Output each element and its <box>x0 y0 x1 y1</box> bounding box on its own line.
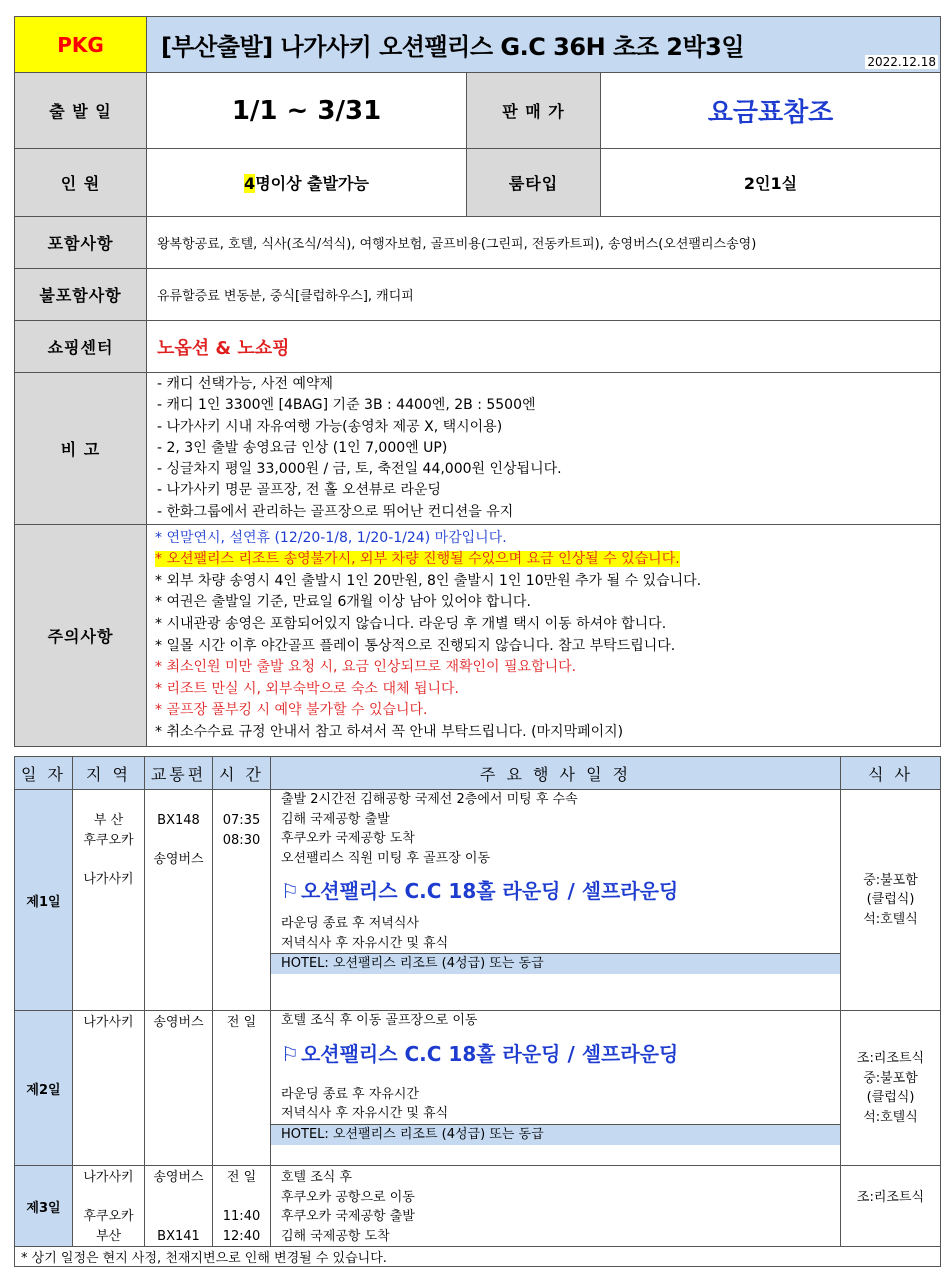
depart-date-label: 출 발 일 <box>15 73 147 149</box>
day2-schedule <box>271 1011 841 1166</box>
col-header-meals: 식 사 <box>841 757 941 790</box>
schedule-line: 저녁식사 후 자유시간 및 휴식 <box>281 935 449 951</box>
schedule-line: 출발 2시간전 김해공항 국제선 2층에서 미팅 후 수속 <box>281 792 578 807</box>
price-value: 요금표참조 <box>601 73 941 149</box>
people-label: 인 원 <box>15 149 147 217</box>
remark-item: - 한화그룹에서 관리하는 골프장으로 뛰어난 컨디션을 유지 <box>157 503 514 520</box>
caution-item: * 골프장 풀부킹 시 예약 불가할 수 있습니다. <box>155 702 428 719</box>
region-text: 부산 <box>95 1228 122 1244</box>
day2-time: 전 일 <box>213 1011 271 1166</box>
col-header-transport: 교통편 <box>145 757 213 790</box>
day1-schedule <box>271 790 841 1011</box>
day2-meals <box>841 1011 941 1166</box>
day3-regions <box>73 1166 145 1247</box>
remark-item: - 나가사키 명문 골프장, 전 홀 오션뷰로 라운딩 <box>157 482 442 499</box>
region-text <box>73 1188 144 1208</box>
remark-item: - 싱글차지 평일 33,000원 / 금, 토, 축전일 44,000원 인상됩니다. <box>157 461 562 478</box>
package-info-table <box>14 16 941 747</box>
time-text: 11:40 <box>222 1209 261 1224</box>
golf-round-line <box>271 1031 840 1077</box>
schedule-line: 후쿠오카 공항으로 이동 <box>281 1189 415 1205</box>
meal-text: 중:불포함 <box>863 872 918 888</box>
region-text: 후쿠오카 <box>83 1209 134 1224</box>
day1-meals <box>841 790 941 1011</box>
shopping-label: 쇼핑센터 <box>15 321 147 373</box>
schedule-line: 후쿠오카 국제공항 도착 <box>281 831 415 846</box>
caution-label: 주의사항 <box>15 525 147 747</box>
time-text: 07:35 <box>222 813 261 828</box>
schedule-line: 오션팰리스 직원 미팅 후 골프장 이동 <box>281 850 491 866</box>
day2-row <box>15 1011 941 1166</box>
day3-schedule <box>271 1166 841 1247</box>
caution-list <box>147 525 941 747</box>
room-type-value: 2인1실 <box>601 149 941 217</box>
transport-text: BX141 <box>157 1228 200 1244</box>
include-value: 왕복항공료, 호텔, 식사(조식/석식), 여행자보험, 골프비용(그린피, 전동카트피), 송영버스(오션팰리스송영) <box>147 217 941 269</box>
time-text: 12:40 <box>222 1228 261 1244</box>
region-text: 부 산 <box>93 813 124 828</box>
exclude-label: 불포함사항 <box>15 269 147 321</box>
schedule-line: 라운딩 종료 후 저녁식사 <box>281 916 419 931</box>
day3-meals <box>841 1166 941 1247</box>
day1-regions <box>73 790 145 1011</box>
caution-item: * 시내관광 송영은 포함되어있지 않습니다. 라운딩 후 개별 택시 이동 하셔야 합니다. <box>155 615 667 632</box>
region-text: 후쿠오카 <box>83 832 134 848</box>
remarks-label: 비 고 <box>15 373 147 525</box>
caution-item: * 일몰 시간 이후 야간골프 플레이 통상적으로 진행되지 않습니다. 참고 부탁드립니다. <box>155 637 676 654</box>
meal-text: 석:호텔식 <box>863 911 918 927</box>
caution-item: * 연말연시, 설연휴 (12/20-1/8, 1/20-1/24) 마감입니다. <box>155 529 507 546</box>
meal-text: 중:불포함 <box>863 1070 918 1086</box>
day1-row <box>15 790 941 1011</box>
day1-times <box>213 790 271 1011</box>
time-text <box>213 1188 270 1208</box>
hotel-line: HOTEL: 오션팰리스 리조트 (4성급) 또는 동급 <box>271 1124 840 1145</box>
golf-round-text: 오션팰리스 C.C 18홀 라운딩 / 셀프라운딩 <box>300 1041 679 1066</box>
transport-text <box>145 1207 212 1227</box>
day2-label: 제2일 <box>15 1011 73 1166</box>
package-title: [부산출발] 나가사키 오션팰리스 G.C 36H 초조 2박3일 <box>161 33 745 61</box>
transport-text <box>145 831 212 851</box>
remarks-list <box>147 373 941 525</box>
transport-text: 송영버스 <box>153 852 204 867</box>
schedule-footnote: * 상기 일정은 현지 사정, 천재지변으로 인해 변경될 수 있습니다. <box>15 1247 941 1267</box>
include-label: 포함사항 <box>15 217 147 269</box>
meal-text: (클럽식) <box>866 892 915 908</box>
schedule-line: 라운딩 종료 후 자유시간 <box>281 1086 419 1102</box>
caution-item: * 취소수수료 규정 안내서 참고 하셔서 꼭 안내 부탁드립니다. (마지막페이지) <box>155 723 624 740</box>
exclude-value: 유류할증료 변동분, 중식[클럽하우스], 캐디피 <box>147 269 941 321</box>
region-text: 나가사키 <box>83 1170 134 1185</box>
depart-date-value: 1/1 ~ 3/31 <box>147 73 467 149</box>
document-date: 2022.12.18 <box>867 55 937 69</box>
day3-times <box>213 1166 271 1247</box>
people-text: 명이상 출발가능 <box>255 174 369 193</box>
people-value <box>147 149 467 217</box>
day2-region: 나가사키 <box>73 1011 145 1166</box>
pkg-badge: PKG <box>15 17 147 73</box>
remark-item: - 2, 3인 출발 송영요금 인상 (1인 7,000엔 UP) <box>157 439 448 456</box>
shopping-value: 노옵션 & 노쇼핑 <box>147 321 941 373</box>
remark-item: - 나가사키 시내 자유여행 가능(송영차 제공 X, 택시이용) <box>157 418 503 435</box>
schedule-line: 저녁식사 후 자유시간 및 휴식 <box>281 1106 449 1121</box>
golf-round-text: 오션팰리스 C.C 18홀 라운딩 / 셀프라운딩 <box>300 879 679 903</box>
caution-item-highlight: * 오션팰리스 리조트 송영불가시, 외부 차량 진행될 수있으며 요금 인상될 수 있습니다. <box>155 551 680 568</box>
day3-label: 제3일 <box>15 1166 73 1247</box>
day1-transport <box>145 790 213 1011</box>
transport-text <box>145 1188 212 1208</box>
caution-item: * 여권은 출발일 기준, 만료일 6개월 이상 남아 있어야 합니다. <box>155 594 531 611</box>
title-cell <box>147 17 941 73</box>
day1-label: 제1일 <box>15 790 73 1011</box>
remark-item: - 캐디 1인 3300엔 [4BAG] 기준 3B : 4400엔, 2B : 5500엔 <box>157 397 536 414</box>
golf-round-line <box>271 868 840 914</box>
day2-transport: 송영버스 <box>145 1011 213 1166</box>
meal-text: 조:리조트식 <box>856 1190 925 1205</box>
schedule-line: 호텔 조식 후 <box>281 1170 353 1185</box>
room-type-label: 룸타입 <box>467 149 601 217</box>
region-text <box>73 850 144 870</box>
day3-transport <box>145 1166 213 1247</box>
col-header-schedule: 주 요 행 사 일 정 <box>271 757 841 790</box>
col-header-time: 시 간 <box>213 757 271 790</box>
schedule-line: 김해 국제공항 도착 <box>281 1228 390 1244</box>
itinerary-table <box>14 756 941 1267</box>
caution-item: * 최소인원 미만 출발 요청 시, 요금 인상되므로 재확인이 필요합니다. <box>155 659 577 676</box>
flag-icon: ⚐ <box>281 879 299 903</box>
flag-icon: ⚐ <box>281 1041 299 1066</box>
caution-item: * 외부 차량 송영시 4인 출발시 1인 20만원, 8인 출발시 1인 10만원 추가 될 수 있습니다. <box>155 572 702 589</box>
schedule-line: 호텔 조식 후 이동 골프장으로 이동 <box>281 1013 478 1028</box>
meal-text: 석:호텔식 <box>863 1109 918 1125</box>
meal-text: 조:리조트식 <box>856 1051 925 1066</box>
region-text: 나가사키 <box>83 871 134 887</box>
remark-item: - 캐디 선택가능, 사전 예약제 <box>157 376 334 392</box>
price-label: 판 매 가 <box>467 73 601 149</box>
col-header-day: 일 자 <box>15 757 73 790</box>
col-header-region: 지 역 <box>73 757 145 790</box>
schedule-line: 김해 국제공항 출발 <box>281 811 390 827</box>
day3-row <box>15 1166 941 1247</box>
transport-text: BX148 <box>157 813 200 828</box>
caution-item: * 리조트 만실 시, 외부숙박으로 숙소 대체 됩니다. <box>155 680 460 697</box>
time-text: 08:30 <box>222 832 261 848</box>
transport-text: 송영버스 <box>153 1170 204 1185</box>
schedule-line: 후쿠오카 국제공항 출발 <box>281 1209 415 1224</box>
time-text: 전 일 <box>226 1170 257 1185</box>
people-count: 4 <box>244 174 256 193</box>
meal-text: (클럽식) <box>866 1090 915 1105</box>
hotel-line: HOTEL: 오션팰리스 리조트 (4성급) 또는 동급 <box>271 953 840 974</box>
